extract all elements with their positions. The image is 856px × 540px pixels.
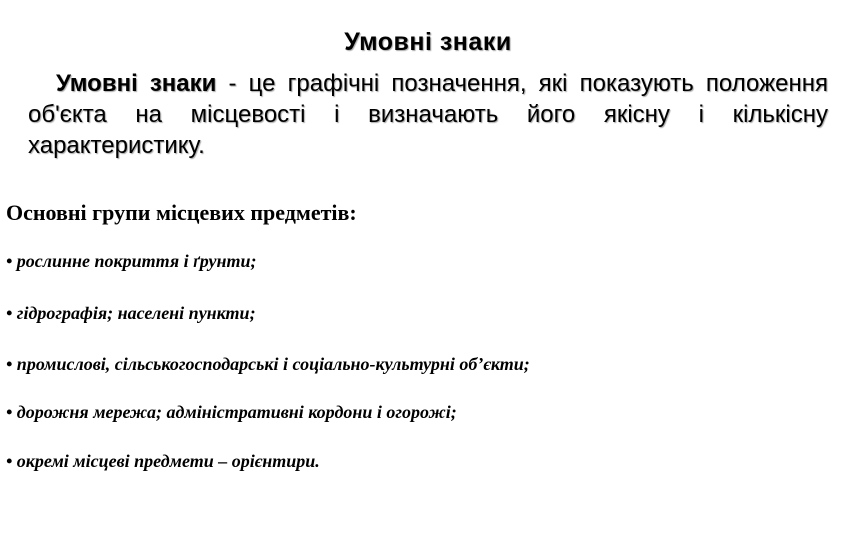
definition-paragraph [28,68,828,161]
definition-text: - це графічні позначення, які показують положення об'єкта на місцевості і визначають його якісну і кількісну характеристику. [28,70,828,159]
definition-term: Умовні знаки [56,70,217,97]
groups-heading: Основні групи місцевих предметів: [6,200,357,225]
list-item: • рослинне покриття і ґрунти; [6,251,257,271]
list-item: • дорожня мережа; адміністративні кордони і огорожі; [6,402,457,422]
slide-title: Умовні знаки [344,28,512,56]
list-item: • промислові, сільськогосподарські і соціально-культурні об’єкти; [6,354,530,374]
list-item: • окремі місцеві предмети – орієнтири. [6,451,320,471]
list-item: • гідрографія; населені пункти; [6,303,256,323]
